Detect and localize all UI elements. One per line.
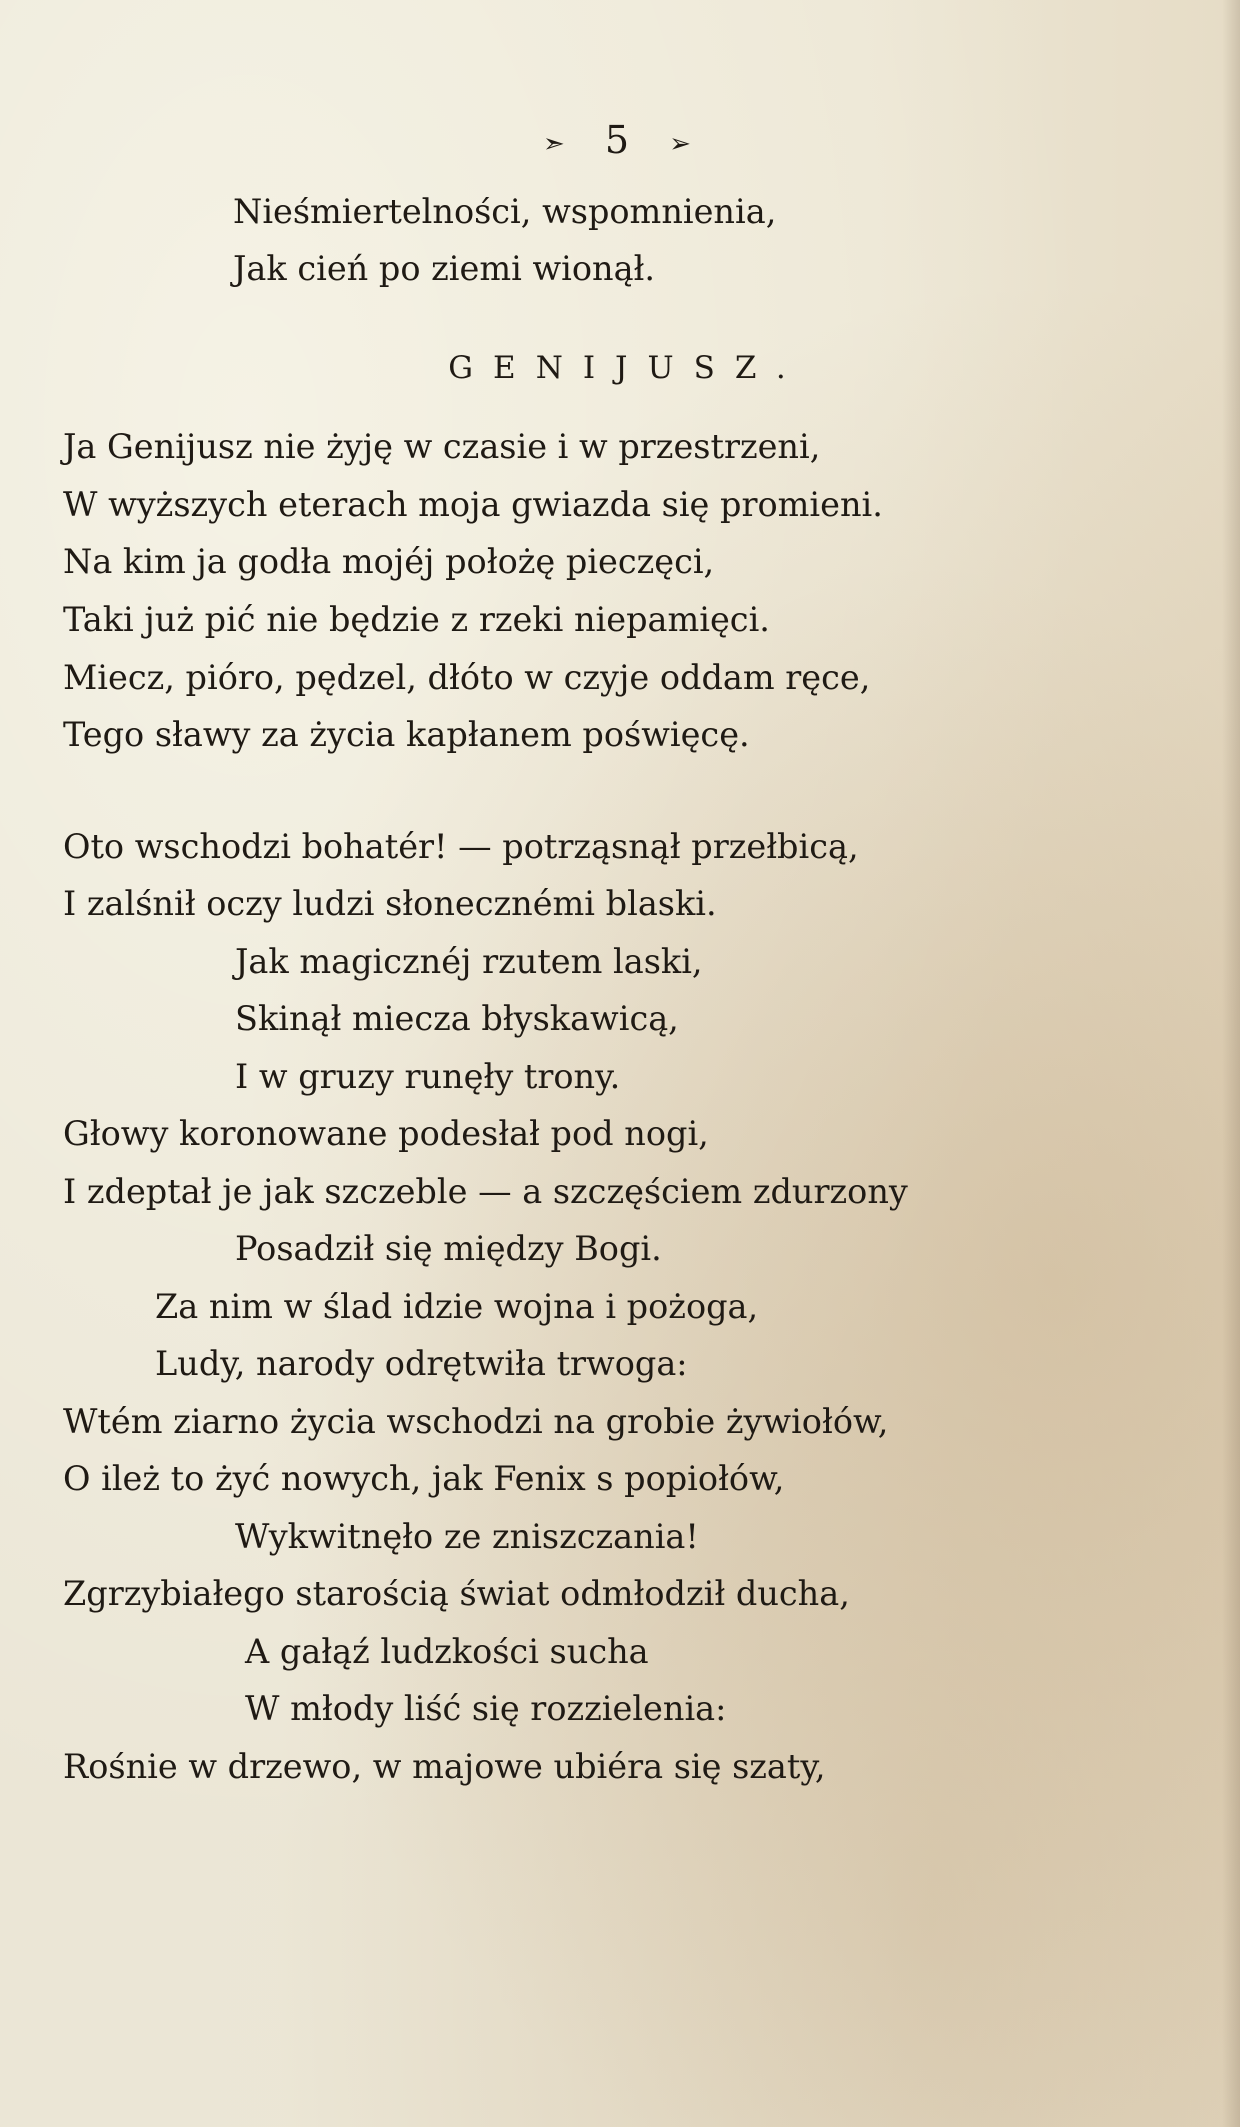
verse-line: Głowy koronowane podesłał pod nogi,: [63, 1114, 709, 1153]
verse-line: Ludy, narody odrętwiła trwoga:: [155, 1344, 688, 1383]
verse-line: W wyższych eterach moja gwiazda się promieni.: [63, 485, 883, 524]
verse-line: Nieśmiertelności, wspomnienia,: [233, 192, 777, 231]
verse-line: Miecz, pióro, pędzel, dłóto w czyje oddam ręce,: [63, 658, 871, 697]
verse-line: Wtém ziarno życia wschodzi na grobie żywiołów,: [63, 1402, 889, 1441]
verse-line: A gałąź ludzkości sucha: [245, 1632, 649, 1671]
page-header: [0, 118, 1240, 162]
poem-title: GENIJUSZ.: [448, 350, 806, 386]
page-edge-shadow: [1222, 0, 1240, 2127]
verse-line: I zalśnił oczy ludzi słonecznémi blaski.: [63, 884, 717, 923]
verse-line: Oto wschodzi bohatér! — potrząsnął przełbicą,: [63, 827, 859, 866]
verse-line: Taki już pić nie będzie z rzeki niepamięci.: [63, 600, 770, 639]
page-number: 5: [604, 118, 636, 162]
verse-line: Jak cień po ziemi wionął.: [233, 249, 656, 288]
verse-line: Za nim w ślad idzie wojna i pożoga,: [155, 1287, 759, 1326]
verse-line: O ileż to żyć nowych, jak Fenix s popiołów,: [63, 1459, 785, 1498]
verse-line: Ja Genijusz nie żyję w czasie i w przestrzeni,: [63, 427, 821, 466]
verse-line: Tego sławy za życia kapłanem poświęcę.: [63, 715, 750, 754]
verse-line: Na kim ja godła mojéj położę pieczęci,: [63, 542, 715, 581]
verse-line: Jak magicznéj rzutem laski,: [235, 942, 703, 981]
verse-line: Skinął miecza błyskawicą,: [235, 999, 679, 1038]
verse-line: Rośnie w drzewo, w majowe ubiéra się szaty,: [63, 1747, 826, 1786]
ornament-right-icon: ➢: [669, 128, 697, 159]
verse-line: Posadził się między Bogi.: [235, 1229, 662, 1268]
ornament-left-icon: ➣: [543, 128, 571, 159]
verse-line: I w gruzy runęły trony.: [235, 1057, 621, 1096]
verse-line: Wykwitnęło ze zniszczania!: [235, 1517, 699, 1556]
verse-line: I zdeptał je jak szczeble — a szczęściem zdurzony: [63, 1172, 908, 1211]
verse-line: W młody liść się rozzielenia:: [245, 1689, 727, 1728]
verse-line: Zgrzybiałego starością świat odmłodził ducha,: [63, 1574, 850, 1613]
